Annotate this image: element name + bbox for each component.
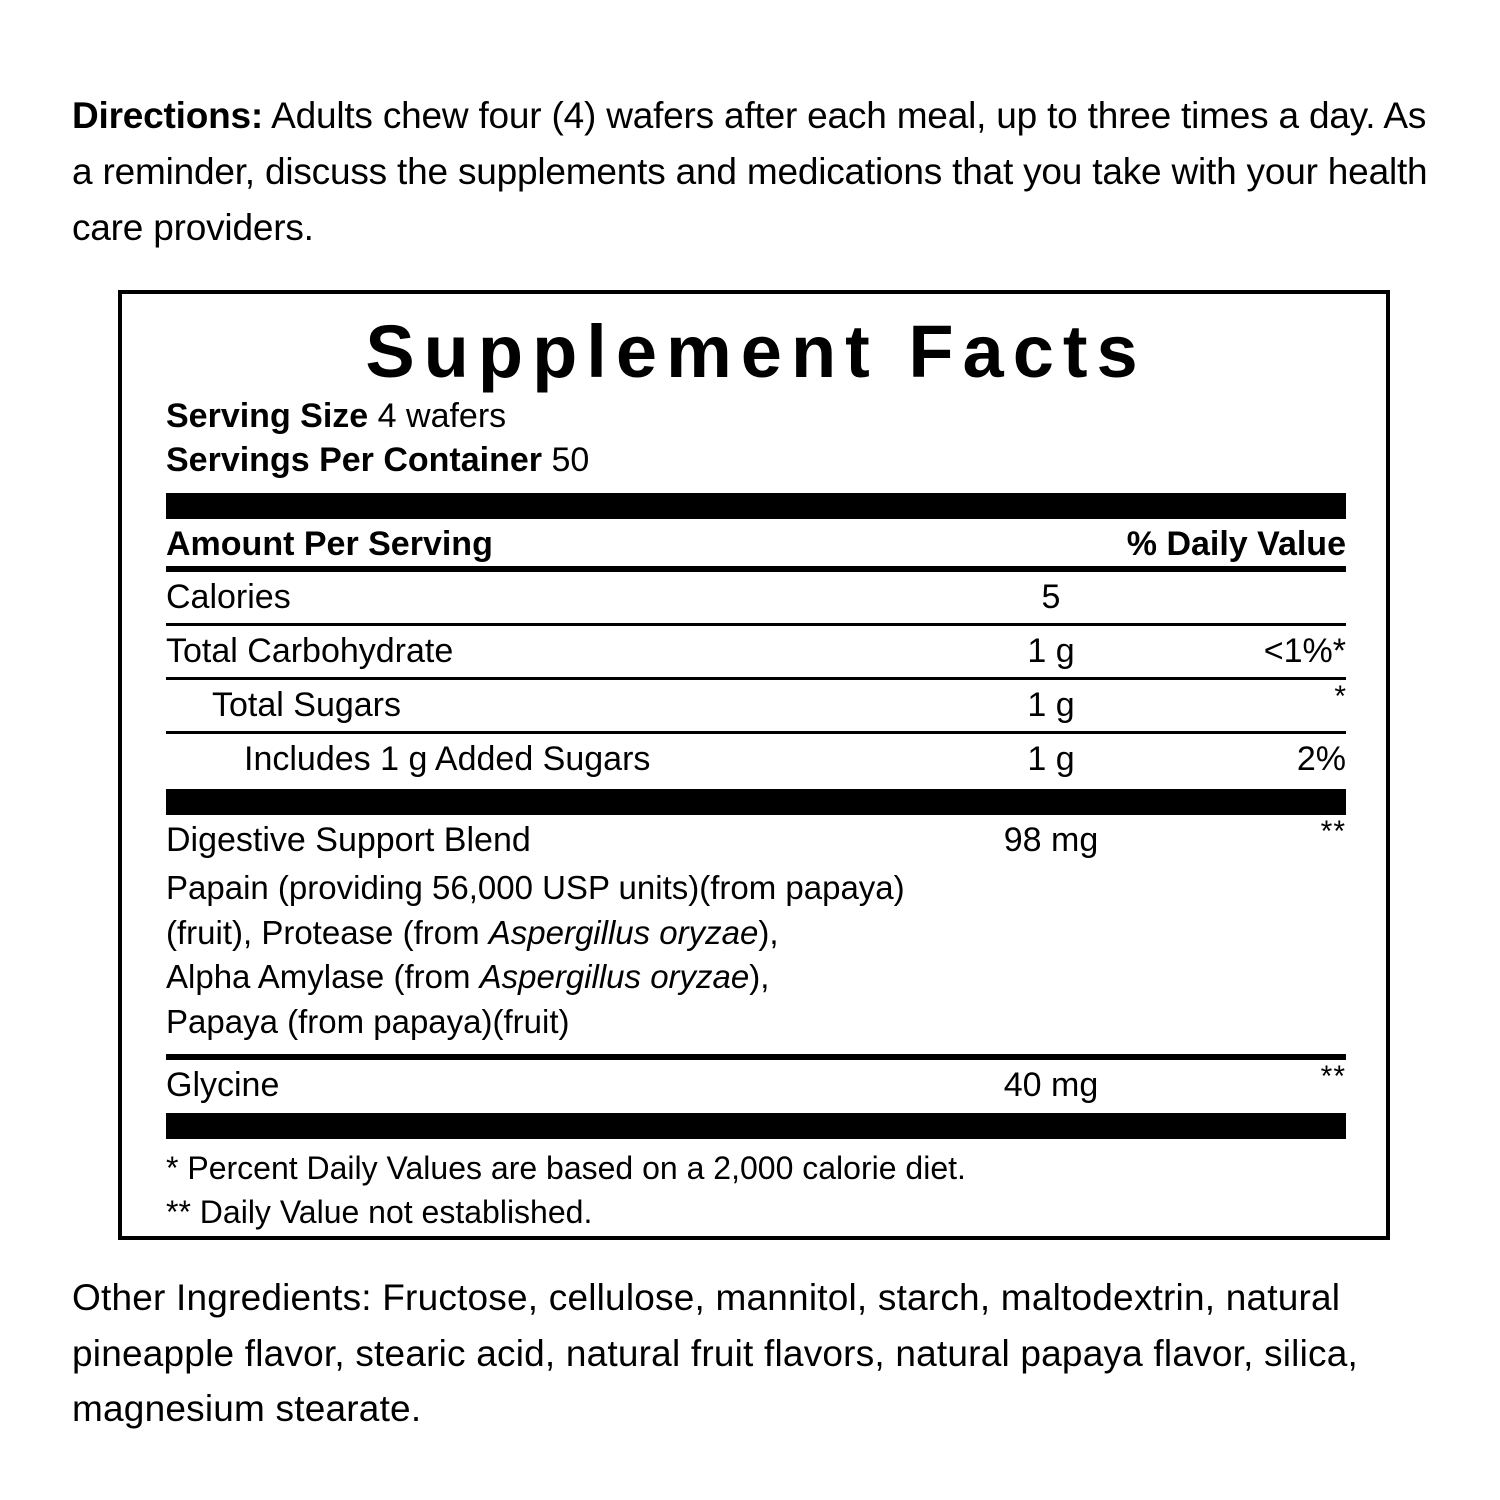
- row-amount: 1 g: [1027, 739, 1075, 778]
- row-name: Glycine: [166, 1066, 280, 1105]
- supplement-facts-panel: [118, 290, 1390, 1240]
- row-amount: 40 mg: [1003, 1066, 1099, 1105]
- other-ingredients-text: Fructose, cellulose, mannitol, starch, maltodextrin, natural pineapple flavor, stearic acid, natural fruit flavors, natural papaya flavor, silica, magnesium stearate.: [72, 1277, 1358, 1429]
- servings-per-container-line: [166, 439, 1346, 483]
- row-name: Total Carbohydrate: [166, 631, 454, 670]
- table-header-row: [166, 519, 1346, 566]
- divider-thick-top: [166, 493, 1346, 519]
- row-daily-value: **: [1320, 815, 1346, 849]
- row-daily-value: **: [1320, 1060, 1346, 1094]
- blend-line-2-post: ),: [758, 913, 779, 951]
- row-daily-value: <1%*: [1263, 631, 1346, 670]
- row-amount: 1 g: [1027, 685, 1075, 724]
- blend-line-2: [166, 911, 1346, 956]
- table-row: [166, 572, 1346, 623]
- daily-value-header: % Daily Value: [1126, 524, 1346, 563]
- footnote-star: * Percent Daily Values are based on a 2,000 calorie diet.: [166, 1150, 966, 1187]
- row-amount: 1 g: [1027, 631, 1075, 670]
- blend-line-2-italic: Aspergillus oryzae: [488, 913, 759, 951]
- row-amount: 5: [1041, 577, 1061, 616]
- row-daily-value: *: [1334, 679, 1346, 713]
- blend-line-3-pre: Alpha Amylase (from: [166, 958, 480, 996]
- footnotes: [166, 1139, 1346, 1233]
- row-daily-value: 2%: [1296, 739, 1346, 778]
- directions-paragraph: [72, 88, 1442, 257]
- other-ingredients-paragraph: [72, 1270, 1442, 1437]
- blend-line-2-pre: (fruit), Protease (from: [166, 913, 489, 951]
- directions-text: Adults chew four (4) wafers after each meal, up to three times a day. As a reminder, discuss the supplements and medications that you take with your health care providers.: [72, 95, 1428, 249]
- servings-per-container-label: Servings Per Container: [166, 440, 543, 479]
- directions-label: Directions:: [72, 95, 264, 136]
- blend-line-3-post: ),: [749, 958, 770, 996]
- serving-size-line: [166, 395, 1346, 439]
- divider-thick-mid: [166, 789, 1346, 815]
- amount-per-serving-header: Amount Per Serving: [166, 524, 493, 563]
- row-name: Calories: [166, 577, 291, 616]
- table-row: [166, 1060, 1346, 1111]
- blend-line-1: Papain (providing 56,000 USP units)(from papaya): [166, 869, 905, 907]
- blend-description: [166, 866, 1346, 1044]
- serving-size-label: Serving Size: [166, 397, 369, 436]
- row-name: Includes 1 g Added Sugars: [244, 739, 651, 778]
- table-row: [166, 626, 1346, 677]
- other-ingredients-label: Other Ingredients:: [72, 1277, 372, 1318]
- footnote-double-star: ** Daily Value not established.: [166, 1193, 593, 1230]
- row-name: Digestive Support Blend: [166, 821, 531, 860]
- supplement-facts-title: Supplement Facts: [365, 310, 1147, 393]
- serving-size-value: 4 wafers: [377, 397, 507, 436]
- blend-line-4: Papaya (from papaya)(fruit): [166, 1002, 570, 1040]
- row-name: Total Sugars: [212, 685, 401, 724]
- table-row: [166, 680, 1346, 731]
- blend-line-3: [166, 955, 1346, 1000]
- table-row: [166, 815, 1346, 866]
- divider-thick-bottom: [166, 1113, 1346, 1139]
- blend-line-3-italic: Aspergillus oryzae: [479, 958, 750, 996]
- servings-per-container-value: 50: [551, 440, 590, 479]
- table-row: [166, 734, 1346, 785]
- row-amount: 98 mg: [1003, 821, 1099, 860]
